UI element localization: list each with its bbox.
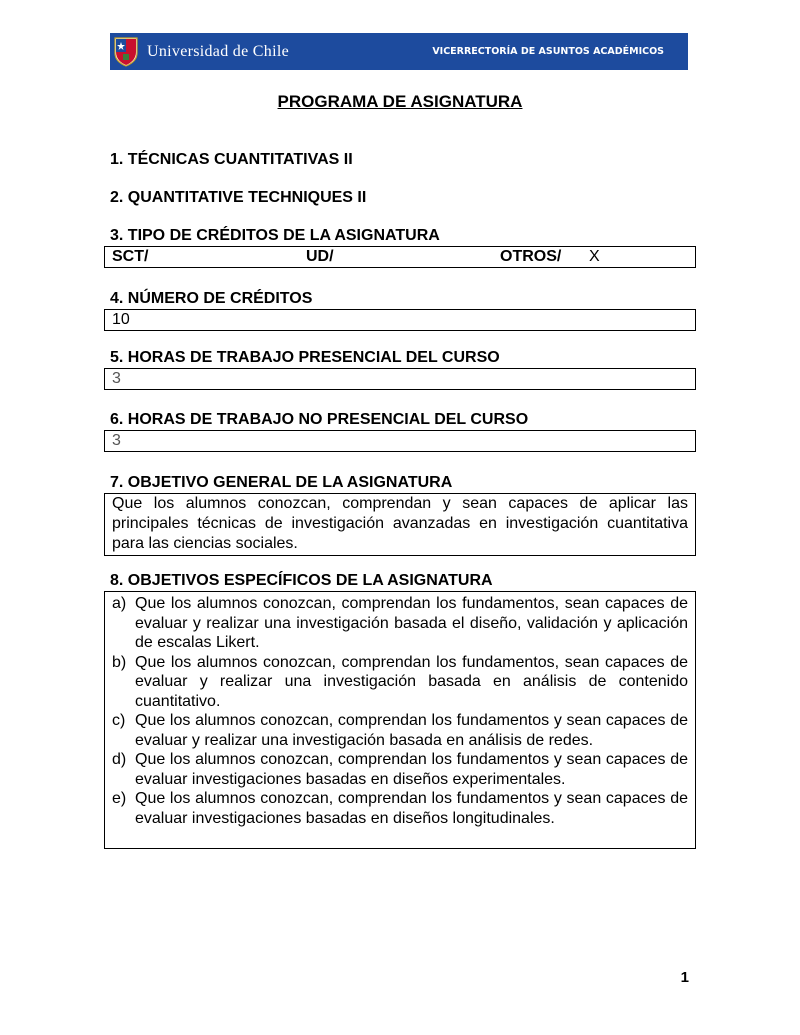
list-item-marker: e) [112, 790, 127, 807]
vice-rectory-label: VICERRECTORÍA DE ASUNTOS ACADÉMICOS [432, 46, 664, 57]
list-item-marker: b) [112, 653, 127, 671]
presential-hours-value: 3 [112, 370, 121, 387]
specific-objectives-box [104, 591, 696, 849]
list-item-marker: a) [112, 595, 127, 612]
list-item-text: Que los alumnos conozcan, comprendan los fundamentos y sean capaces de evaluar y realizar una investigación basada en análisis de redes. [135, 712, 688, 749]
list-item-marker: d) [112, 751, 127, 768]
section-2-heading: 2. QUANTITATIVE TECHNIQUES II [110, 189, 367, 206]
general-objective-text: Que los alumnos conozcan, comprendan y sean capaces de aplicar las principales técnicas de investigación avanzadas en investigación cuantitativa para las ciencias sociales. [112, 495, 688, 552]
credit-type-otros: OTROS/ [500, 248, 562, 265]
list-item-marker: c) [112, 712, 126, 729]
header-banner [110, 33, 688, 70]
university-crest-icon [113, 36, 139, 67]
credit-type-mark: X [589, 248, 600, 265]
section-3-heading: 3. TIPO DE CRÉDITOS DE LA ASIGNATURA [110, 227, 440, 244]
section-5-heading: 5. HORAS DE TRABAJO PRESENCIAL DEL CURSO [110, 349, 500, 366]
list-item-text: Que los alumnos conozcan, comprendan los fundamentos y sean capaces de evaluar investigaciones basadas en diseños longitudinales. [135, 790, 688, 827]
section-7-heading: 7. OBJETIVO GENERAL DE LA ASIGNATURA [110, 474, 453, 491]
credit-type-box [104, 246, 696, 268]
list-item-text: Que los alumnos conozcan, comprendan los fundamentos, sean capaces de evaluar y realizar una investigación basada el diseño, validación y aplicación de escalas Likert. [135, 595, 688, 651]
list-item [112, 789, 688, 828]
non-presential-hours-box [104, 430, 696, 452]
list-item [112, 711, 688, 750]
credit-type-ud: UD/ [306, 248, 334, 265]
list-item [112, 750, 688, 789]
list-item [112, 653, 688, 712]
presential-hours-box [104, 368, 696, 390]
section-1-heading: 1. TÉCNICAS CUANTITATIVAS II [110, 151, 353, 168]
credits-value: 10 [112, 311, 130, 328]
list-item [112, 594, 688, 653]
university-name: Universidad de Chile [147, 43, 289, 60]
non-presential-hours-value: 3 [112, 432, 121, 449]
specific-objectives-list [112, 594, 688, 828]
credits-value-box [104, 309, 696, 331]
credit-type-sct: SCT/ [112, 248, 149, 265]
page-title: PROGRAMA DE ASIGNATURA [277, 92, 523, 111]
page-number: 1 [680, 969, 689, 986]
general-objective-box [104, 493, 696, 556]
section-6-heading: 6. HORAS DE TRABAJO NO PRESENCIAL DEL CURSO [110, 411, 529, 428]
section-8-heading: 8. OBJETIVOS ESPECÍFICOS DE LA ASIGNATURA [110, 572, 493, 589]
section-4-heading: 4. NÚMERO DE CRÉDITOS [110, 290, 313, 307]
list-item-text: Que los alumnos conozcan, comprendan los fundamentos y sean capaces de evaluar investigaciones basadas en diseños experimentales. [135, 751, 688, 788]
list-item-text: Que los alumnos conozcan, comprendan los fundamentos, sean capaces de evaluar y realizar una investigación basada en análisis de contenido cuantitativo. [135, 653, 688, 710]
